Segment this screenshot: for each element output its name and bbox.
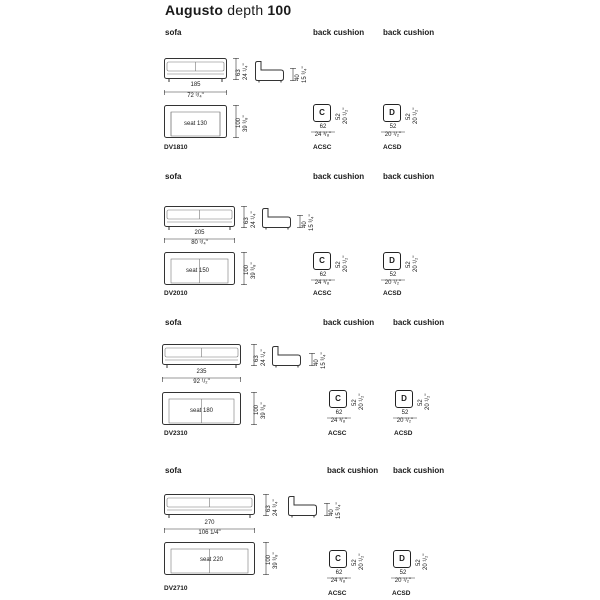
cushion-d-height-in: 20 ¹/₂" xyxy=(425,393,431,410)
sofa-section xyxy=(0,318,600,448)
cushion-d-height-cm: 52 xyxy=(406,113,412,120)
back-cushion-c-label: back cushion xyxy=(313,28,365,37)
cushion-d-height-in: 20 ¹/₂" xyxy=(413,107,419,124)
side-height-in: 15 ³/₄" xyxy=(321,352,327,369)
side-height-in: 15 ³/₄" xyxy=(309,214,315,231)
front-height-cm: 63 xyxy=(236,69,242,76)
cushion-c-code: ACSC xyxy=(313,144,332,151)
depth-cm: 100 xyxy=(244,264,250,275)
model-code: DV2010 xyxy=(164,290,188,297)
cushion-c-height-in: 20 ¹/₂" xyxy=(343,255,349,272)
side-height-cm: 40 xyxy=(302,221,308,228)
sofa-section xyxy=(0,466,600,600)
width-in: 106 1/4" xyxy=(198,530,221,536)
width-cm: 185 xyxy=(190,82,201,88)
cushion-c-width-in: 24 ³/₈" xyxy=(314,280,332,286)
width-in: 92 ¹/₂" xyxy=(193,379,210,385)
front-height-in: 24 ¹/₄" xyxy=(243,63,249,80)
cushion-d-width-cm: 52 xyxy=(389,272,397,278)
width-cm: 270 xyxy=(204,520,215,526)
cushion-d-width-in: 20 ¹/₂" xyxy=(384,280,402,286)
brand-name: Augusto xyxy=(165,2,224,18)
sofa-label: sofa xyxy=(165,172,182,181)
model-code: DV2710 xyxy=(164,585,188,592)
width-in: 80 ³/₄" xyxy=(191,240,208,246)
page-title xyxy=(165,2,291,18)
cushion-c-width-in: 24 ³/₈" xyxy=(314,132,332,138)
width-in: 72 ³/₄" xyxy=(187,93,204,99)
cushion-c-height-in: 20 ¹/₂" xyxy=(343,107,349,124)
front-height-cm: 63 xyxy=(266,505,272,512)
depth-cm: 100 xyxy=(236,117,242,128)
back-cushion-c-label: back cushion xyxy=(327,466,379,475)
front-height-in: 24 ¹/₄" xyxy=(251,211,257,228)
cushion-d-icon: D xyxy=(383,104,401,122)
model-code: DV1810 xyxy=(164,144,188,151)
cushion-c-width-cm: 62 xyxy=(319,124,327,130)
sofa-side-view xyxy=(255,61,285,83)
cushion-c-code: ACSC xyxy=(328,430,347,437)
sofa-side-view xyxy=(288,496,318,518)
back-cushion-c-label: back cushion xyxy=(323,318,375,327)
cushion-d-code: ACSD xyxy=(383,290,402,297)
seat-label: seat 130 xyxy=(184,121,208,127)
cushion-c-height-cm: 52 xyxy=(352,399,358,406)
sofa-side-view xyxy=(272,346,302,368)
cushion-d-height-cm: 52 xyxy=(416,559,422,566)
cushion-d-code: ACSD xyxy=(394,430,413,437)
back-cushion-d-label: back cushion xyxy=(393,318,445,327)
sofa-label: sofa xyxy=(165,318,182,327)
side-height-cm: 40 xyxy=(314,359,320,366)
cushion-d-icon: D xyxy=(383,252,401,270)
cushion-c-icon: C xyxy=(313,104,331,122)
front-height-cm: 63 xyxy=(244,217,250,224)
cushion-d-icon: D xyxy=(395,390,413,408)
side-height-cm: 40 xyxy=(329,509,335,516)
cushion-c-icon: C xyxy=(329,550,347,568)
side-height-in: 15 ³/₄" xyxy=(302,66,308,83)
model-code: DV2310 xyxy=(164,430,188,437)
cushion-c-width-in: 24 ³/₈" xyxy=(330,578,348,584)
cushion-c-height-cm: 52 xyxy=(336,261,342,268)
cushion-d-code: ACSD xyxy=(392,590,411,597)
side-height-cm: 40 xyxy=(295,74,301,81)
cushion-c-width-cm: 62 xyxy=(319,272,327,278)
cushion-c-height-cm: 52 xyxy=(352,559,358,566)
depth-in: 39 ³/₈" xyxy=(273,552,279,569)
cushion-d-width-in: 20 ¹/₂" xyxy=(394,578,412,584)
cushion-d-width-in: 20 ¹/₂" xyxy=(384,132,402,138)
cushion-c-code: ACSC xyxy=(328,590,347,597)
sofa-front-view xyxy=(164,494,256,522)
depth-in: 39 ³/₈" xyxy=(261,402,267,419)
depth-cm: 100 xyxy=(266,554,272,565)
seat-label: seat 180 xyxy=(190,408,214,414)
cushion-d-width-cm: 52 xyxy=(389,124,397,130)
cushion-c-width-cm: 62 xyxy=(335,570,343,576)
width-cm: 235 xyxy=(196,369,207,375)
front-height-in: 24 ³/₄" xyxy=(273,499,279,516)
depth-cm: 100 xyxy=(254,404,260,415)
sofa-label: sofa xyxy=(165,466,182,475)
cushion-d-height-in: 20 ¹/₂" xyxy=(423,553,429,570)
seat-label: seat 220 xyxy=(200,557,224,563)
cushion-c-width-in: 24 ³/₈" xyxy=(330,418,348,424)
cushion-c-height-in: 20 ¹/₂" xyxy=(359,553,365,570)
sofa-section xyxy=(0,172,600,302)
cushion-c-width-cm: 62 xyxy=(335,410,343,416)
seat-label: seat 150 xyxy=(186,268,210,274)
cushion-d-height-cm: 52 xyxy=(418,399,424,406)
cushion-d-code: ACSD xyxy=(383,144,402,151)
cushion-d-height-in: 20 ¹/₂" xyxy=(413,255,419,272)
cushion-d-width-cm: 52 xyxy=(401,410,409,416)
cushion-d-width-in: 20 ¹/₂" xyxy=(396,418,414,424)
cushion-c-height-cm: 52 xyxy=(336,113,342,120)
cushion-c-icon: C xyxy=(313,252,331,270)
depth-label: depth xyxy=(227,2,264,18)
cushion-c-height-in: 20 ¹/₂" xyxy=(359,393,365,410)
width-cm: 205 xyxy=(194,230,205,236)
back-cushion-d-label: back cushion xyxy=(393,466,445,475)
cushion-c-code: ACSC xyxy=(313,290,332,297)
side-height-in: 15 ³/₄" xyxy=(336,502,342,519)
back-cushion-c-label: back cushion xyxy=(313,172,365,181)
cushion-d-height-cm: 52 xyxy=(406,261,412,268)
cushion-d-width-cm: 52 xyxy=(399,570,407,576)
sofa-side-view xyxy=(262,208,292,230)
depth-value: 100 xyxy=(267,2,292,18)
back-cushion-d-label: back cushion xyxy=(383,172,435,181)
cushion-c-icon: C xyxy=(329,390,347,408)
depth-in: 39 ³/₈" xyxy=(251,262,257,279)
front-height-in: 24 ¹/₄" xyxy=(261,349,267,366)
sofa-label: sofa xyxy=(165,28,182,37)
front-height-cm: 63 xyxy=(254,355,260,362)
back-cushion-d-label: back cushion xyxy=(383,28,435,37)
sofa-section xyxy=(0,28,600,158)
depth-in: 39 ³/₈" xyxy=(243,115,249,132)
cushion-d-icon: D xyxy=(393,550,411,568)
sofa-front-view xyxy=(162,344,242,372)
